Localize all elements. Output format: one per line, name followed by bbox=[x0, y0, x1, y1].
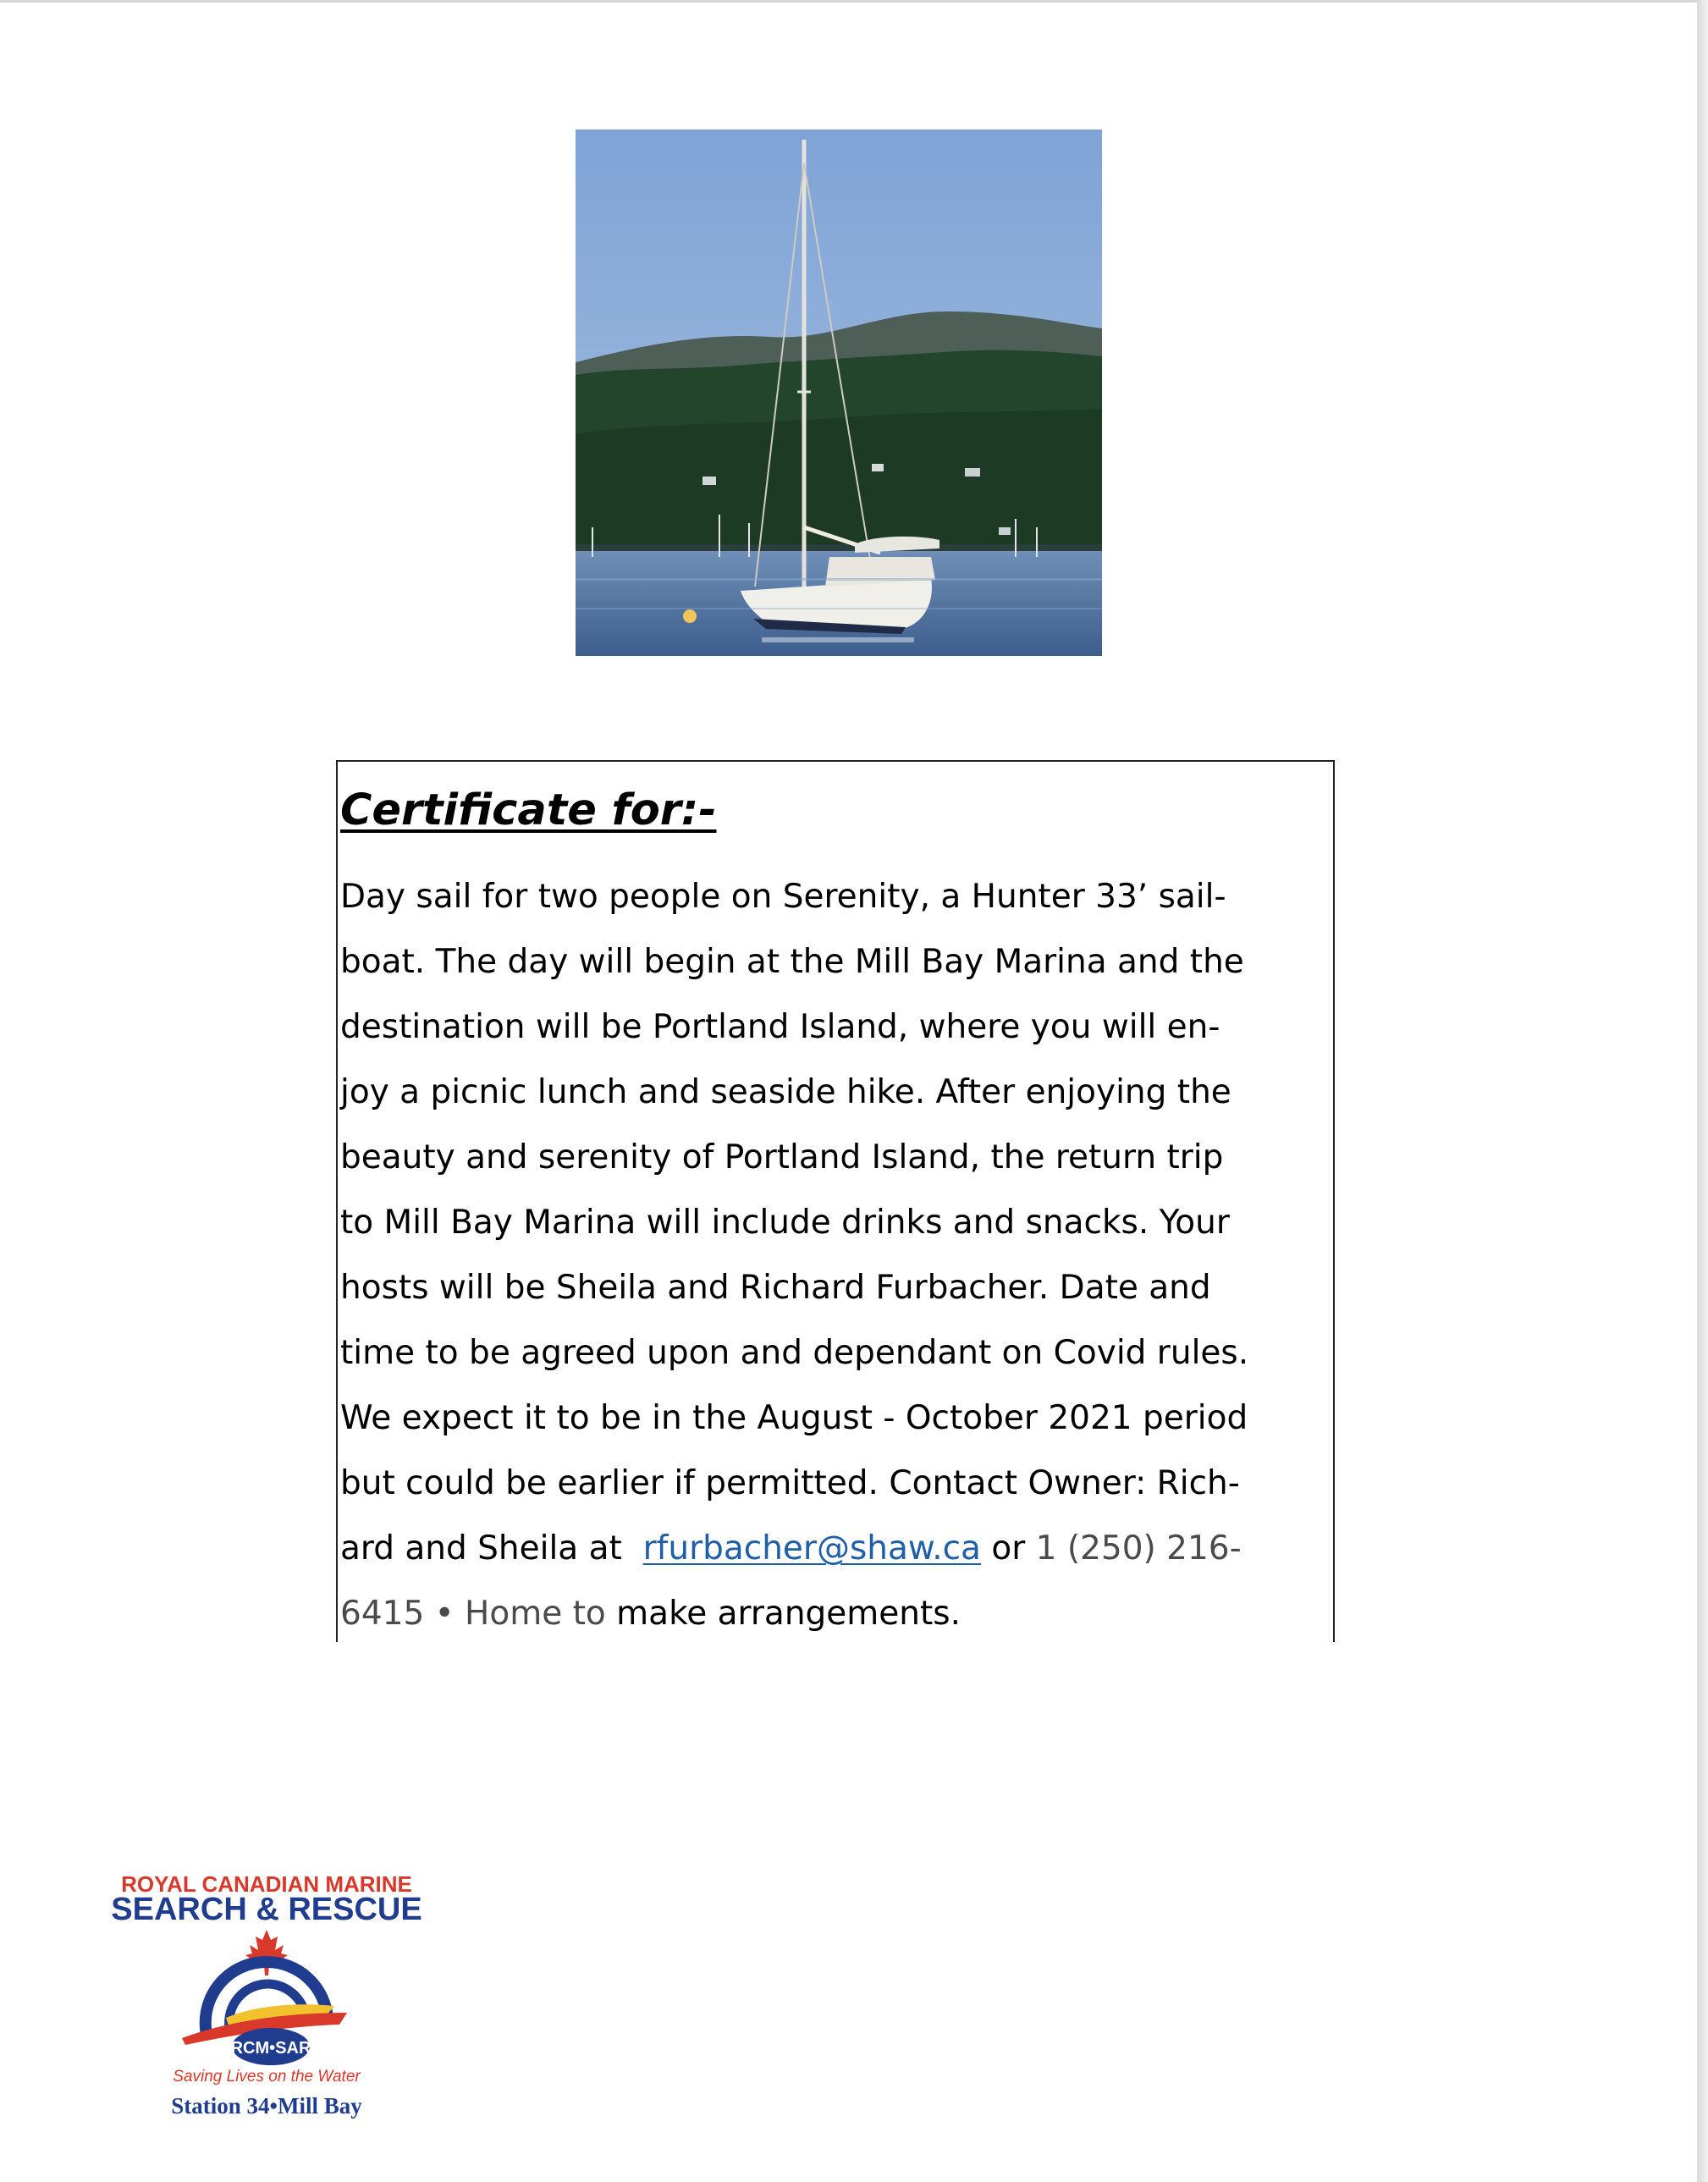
sailboat-photo bbox=[576, 129, 1102, 656]
logo-badge-text: RCM•SAR bbox=[230, 2039, 311, 2058]
logo-station: Station 34•Mill Bay bbox=[171, 2093, 362, 2119]
certificate-line: destination will be Portland Island, where you will en- bbox=[340, 1008, 1220, 1046]
page-right-edge bbox=[1697, 0, 1708, 2182]
certificate-body bbox=[340, 876, 1332, 1658]
certificate-line: joy a picnic lunch and seaside hike. After enjoying the bbox=[340, 1073, 1231, 1111]
certificate-line: hosts will be Sheila and Richard Furbacher. Date and bbox=[340, 1269, 1211, 1307]
logo-org-line2: SEARCH & RESCUE bbox=[111, 1892, 422, 1927]
contact-prefix: ard and Sheila at bbox=[340, 1529, 643, 1568]
certificate-line: We expect it to be in the August - October 2021 period bbox=[340, 1399, 1248, 1437]
certificate-box bbox=[336, 760, 1335, 1642]
phone-number-end[interactable]: 6415 • Home to bbox=[340, 1595, 606, 1633]
certificate-contact-line bbox=[340, 1528, 1332, 1593]
certificate-line: beauty and serenity of Portland Island, the return trip bbox=[340, 1138, 1224, 1176]
certificate-line: boat. The day will begin at the Mill Bay Marina and the bbox=[340, 943, 1244, 981]
document-page bbox=[0, 3, 1697, 2182]
certificate-closing-line bbox=[340, 1593, 1332, 1658]
email-link[interactable]: rfurbacher@shaw.ca bbox=[642, 1529, 981, 1568]
certificate-line: Day sail for two people on Serenity, a Hunter 33’ sail- bbox=[340, 878, 1226, 916]
logo-org-line1: ROYAL CANADIAN MARINE bbox=[121, 1871, 412, 1897]
phone-number-start[interactable]: 1 (250) 216- bbox=[1035, 1529, 1242, 1568]
contact-or: or bbox=[980, 1529, 1036, 1568]
maple-leaf-emblem-icon bbox=[174, 1928, 360, 2071]
certificate-title: Certificate for:- bbox=[340, 785, 717, 835]
logo-tagline: Saving Lives on the Water bbox=[173, 2068, 361, 2086]
certificate-line: time to be agreed upon and dependant on Covid rules. bbox=[340, 1334, 1249, 1372]
rcmsar-logo bbox=[97, 1865, 436, 2127]
closing-text: make arrangements. bbox=[605, 1595, 961, 1633]
certificate-line: but could be earlier if permitted. Contact Owner: Rich- bbox=[340, 1464, 1240, 1502]
certificate-line: to Mill Bay Marina will include drinks and snacks. Your bbox=[340, 1204, 1230, 1242]
